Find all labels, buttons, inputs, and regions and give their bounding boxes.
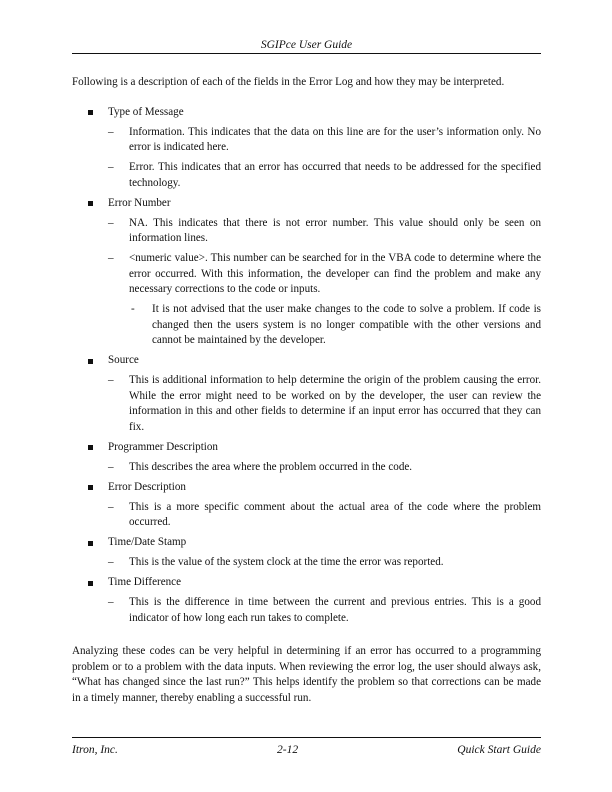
field-description (72, 460, 541, 476)
dash-icon: – (108, 125, 114, 138)
hyphen-icon: - (131, 303, 135, 315)
dash-icon: – (108, 374, 114, 386)
field-label: Time Difference (108, 576, 182, 588)
dash-icon: – (108, 500, 114, 513)
field-description (72, 251, 541, 298)
bullet-square-icon (88, 110, 93, 115)
description-text: NA. This indicates that there is not error number. This value should only be seen on information lines. (129, 216, 541, 244)
field-time-difference (72, 575, 541, 591)
description-text: <numeric value>. This number can be searched for in the VBA code to determine where the error occurred. With this information, the developer can find the problem and make any necessary corrections to the code or inputs. (129, 252, 541, 295)
bullet-square-icon (88, 485, 93, 490)
field-description (72, 555, 541, 571)
field-time-date-stamp (72, 535, 541, 551)
description-text: This is a more specific comment about the actual area of the code where the problem occurred. (129, 500, 541, 528)
dash-icon: – (108, 161, 114, 173)
description-text: This describes the area where the problem occurred in the code. (129, 460, 413, 473)
field-list (72, 105, 541, 627)
description-text: This is additional information to help determine the origin of the problem causing the error. While the error might need to be worked on by the developer, the user can review the information in this and other fields to determine if an input error has occurred that they can fix. (129, 374, 541, 433)
field-label: Time/Date Stamp (108, 536, 187, 548)
field-source (72, 353, 541, 369)
footer-rule (72, 737, 541, 738)
page-header: SGIPce User Guide (260, 39, 353, 51)
field-description (72, 216, 541, 247)
field-description (72, 160, 541, 191)
field-description (72, 595, 541, 626)
field-programmer-description (72, 440, 541, 456)
field-description (72, 125, 541, 156)
bullet-square-icon (88, 201, 93, 206)
field-error-number (72, 196, 541, 212)
field-label: Type of Message (108, 105, 184, 118)
subnote-text: It is not advised that the user make changes to the code to solve a problem. If code is changed then the users system is no longer compatible with the other versions and cannot be maintained by the developer. (152, 303, 541, 346)
header-rule (72, 53, 541, 54)
field-subnote (72, 302, 541, 349)
page-content (72, 75, 541, 706)
footer-company: Itron, Inc. (72, 744, 118, 756)
bullet-square-icon (88, 581, 93, 586)
field-label: Error Description (108, 480, 186, 493)
field-description (72, 373, 541, 435)
description-text: Error. This indicates that an error has occurred that needs to be addressed for the specified technology. (129, 161, 541, 189)
description-text: This is the value of the system clock at the time the error was reported. (129, 556, 444, 568)
dash-icon: – (108, 556, 114, 568)
footer-doc-title: Quick Start Guide (457, 744, 541, 756)
dash-icon: – (108, 216, 114, 229)
field-description (72, 500, 541, 531)
field-label: Source (108, 354, 139, 366)
bullet-square-icon (88, 445, 93, 450)
field-label: Programmer Description (108, 440, 218, 453)
bullet-square-icon (88, 359, 93, 364)
field-error-description (72, 480, 541, 496)
bullet-square-icon (88, 541, 93, 546)
description-text: Information. This indicates that the data on this line are for the user’s information only. No error is indicated here. (129, 125, 541, 153)
intro-paragraph: Following is a description of each of the fields in the Error Log and how they may be interpreted. (72, 76, 505, 88)
page-footer (72, 744, 541, 756)
dash-icon: – (108, 252, 114, 264)
page-number: 2-12 (277, 744, 299, 756)
closing-paragraph: Analyzing these codes can be very helpful in determining if an error has occurred to a programming problem or to a problem with the data inputs. When reviewing the error log, the user should always ask, “What has changed since the last run?” This helps identify the problem so that corrections can be made in a timely manner, thereby enabling a successful run. (72, 645, 541, 704)
field-label: Error Number (108, 196, 171, 209)
description-text: This is the difference in time between the current and previous entries. This is a good indicator of how long each run takes to complete. (129, 596, 541, 624)
dash-icon: – (108, 596, 114, 608)
dash-icon: – (108, 460, 114, 473)
field-type-of-message (72, 105, 541, 121)
